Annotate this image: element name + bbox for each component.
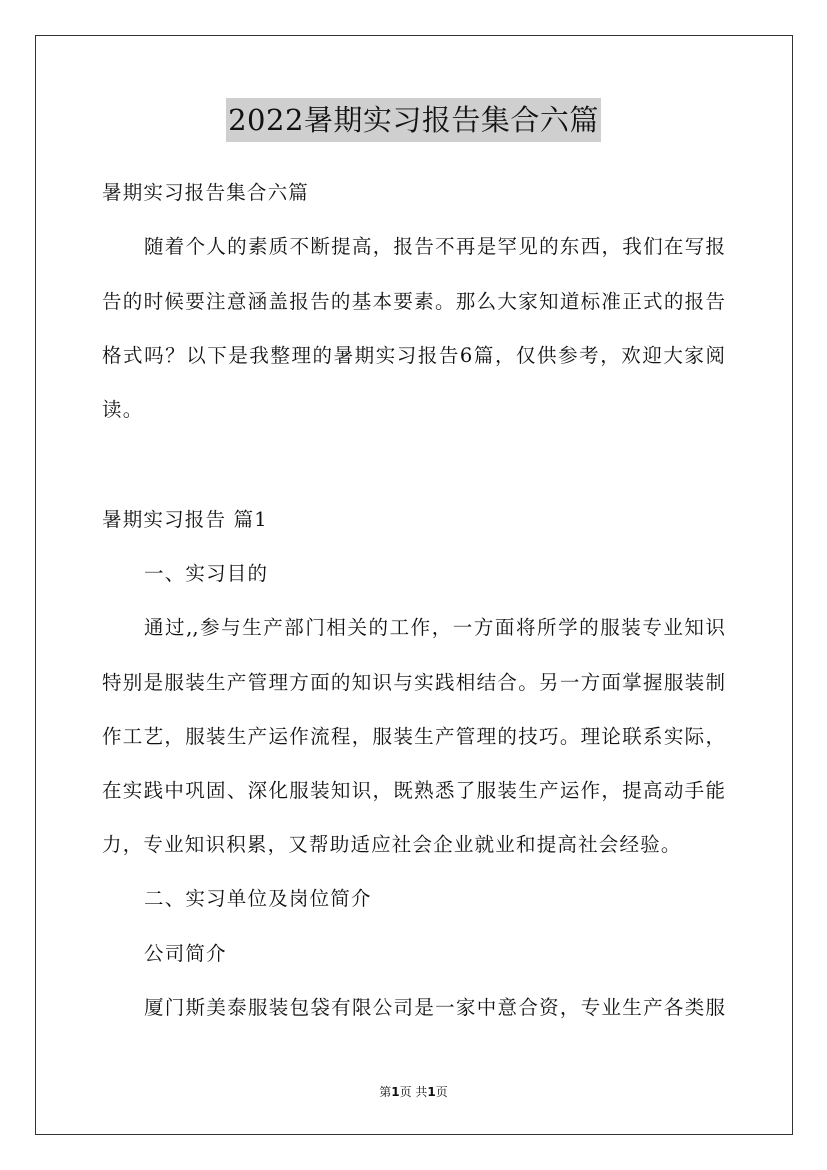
intro-line: 格式吗？以下是我整理的暑期实习报告6篇，仅供参考，欢迎大家阅 (102, 344, 725, 367)
part1-heading: 一、实习目的 (144, 562, 269, 585)
company-line: 厦门斯美泰服装包袋有限公司是一家中意合资，专业生产各类服 (144, 996, 725, 1019)
part1-line: 作工艺，服装生产运作流程，服装生产管理的技巧。理论联系实际， (102, 725, 725, 748)
footer-prefix: 第 (379, 1085, 392, 1099)
company-heading: 公司简介 (144, 942, 227, 965)
page-footer (0, 1083, 827, 1101)
footer-total-pages: 1 (427, 1085, 436, 1099)
document-subtitle: 暑期实习报告集合六篇 (102, 181, 310, 204)
intro-line: 读。 (102, 398, 144, 421)
footer-page-number: 1 (391, 1085, 400, 1099)
part1-line: 特别是服装生产管理方面的知识与实践相结合。另一方面掌握服装制 (102, 671, 725, 694)
footer-total-suffix: 页 (435, 1085, 448, 1099)
part2-heading: 二、实习单位及岗位简介 (144, 887, 372, 910)
title-container (0, 98, 827, 142)
intro-line: 告的时候要注意涵盖报告的基本要素。那么大家知道标准正式的报告 (102, 290, 725, 313)
part1-line: 通过,,参与生产部门相关的工作，一方面将所学的服装专业知识 (144, 616, 725, 639)
part1-line: 力，专业知识积累，又帮助适应社会企业就业和提高社会经验。 (102, 833, 682, 856)
intro-line: 随着个人的素质不断提高，报告不再是罕见的东西，我们在写报 (144, 235, 725, 258)
footer-total-prefix: 共 (415, 1085, 428, 1099)
section-heading: 暑期实习报告 篇1 (102, 508, 268, 531)
document-title: 2022暑期实习报告集合六篇 (226, 98, 601, 142)
part1-line: 在实践中巩固、深化服装知识，既熟悉了服装生产运作，提高动手能 (102, 779, 725, 802)
footer-page-suffix: 页 (399, 1085, 412, 1099)
